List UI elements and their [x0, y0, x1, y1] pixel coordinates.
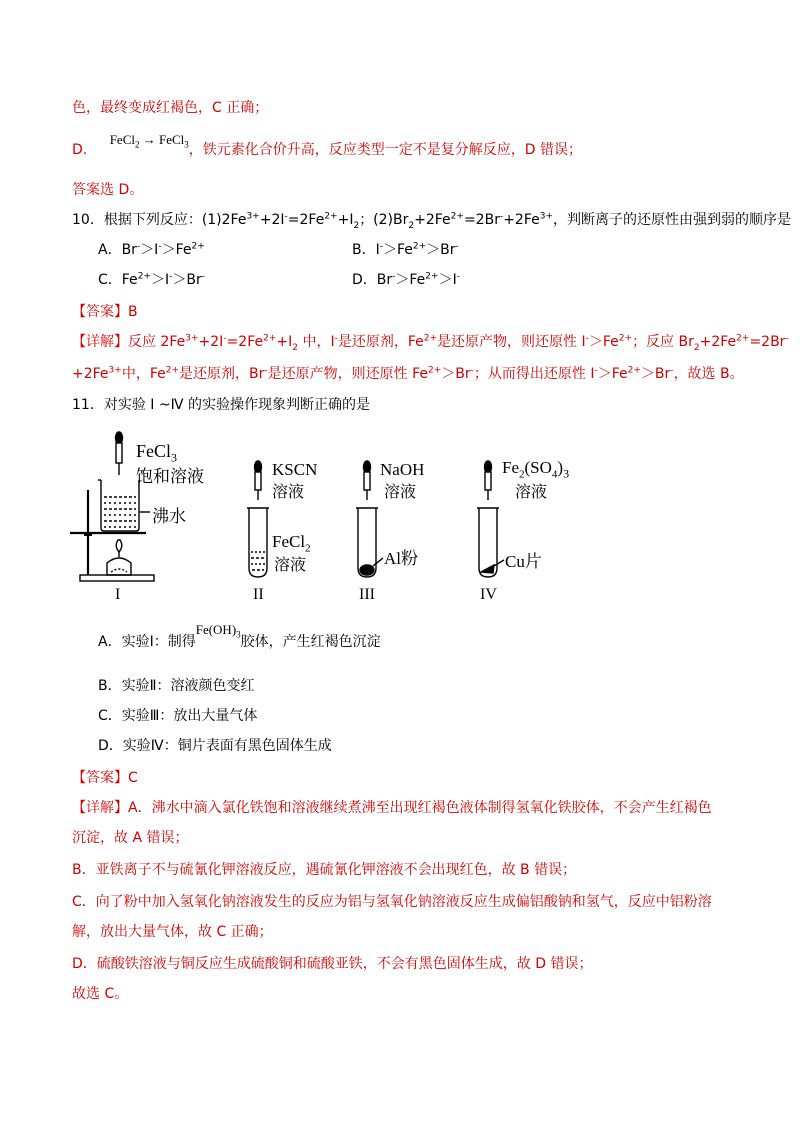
- label-kscn: KSCN: [272, 460, 318, 479]
- label-fecl2: FeCl$_2$: [272, 532, 311, 555]
- detail-10-line1: 【详解】反应 $2Fe^{3+}+2I^-=2Fe^{2+}+I_2$ 中，I-是还原剂，$Fe^{2+}$是还原产物，则还原性 $I^->Fe^{2+}$；反应 $Br_2+2Fe^{2+}=2Br^-$: [72, 333, 789, 353]
- label-fecl3: FeCl$_3$: [136, 441, 178, 465]
- detail-11-line7: 故选 C。: [72, 986, 129, 1002]
- dropper-icon: [485, 461, 492, 500]
- option-a: A．实验Ⅰ：制得$Fe(OH)_3$胶体，产生红褐色沉淀: [98, 622, 381, 650]
- question-10-stem: 10．根据下列反应：$(1)2Fe^{3+}+2I^-=2Fe^{2+}+I_2$；$(2)Br_2+2Fe^{2+}=2Br^-+2Fe^{3+}$，判断离子的还原性由强到弱的顺序是: [72, 211, 792, 231]
- stand-icon: [80, 490, 154, 581]
- test-tube-icon: [247, 508, 269, 577]
- label-cu-piece: Cu片: [505, 552, 542, 571]
- answer-11: 【答案】C: [72, 770, 138, 786]
- answer-d: 答案选 D。: [72, 182, 144, 198]
- label-experiment-i: I: [115, 586, 121, 603]
- detail-11-line5: 解，放出大量气体，故 C 正确；: [72, 924, 273, 940]
- option-prefix: D.: [72, 142, 88, 158]
- detail-11-line3: B．亚铁离子不与硫氰化钾溶液反应，遇硫氰化钾溶液不会出现红色，故 B 错误；: [72, 862, 577, 878]
- test-tube-icon: [477, 508, 504, 577]
- detail-11-line6: D．硫酸铁溶液与铜反应生成硫酸铜和硫酸亚铁，不会有黑色固体生成，故 D 错误；: [72, 956, 593, 972]
- test-tube-icon: [356, 508, 383, 577]
- detail-11-line1: 【详解】A．沸水中滴入氯化铁饱和溶液继续煮沸至出现红褐色液体制得氢氧化铁胶体，不会产生红褐色: [72, 800, 712, 816]
- answer-10: 【答案】B: [72, 304, 138, 320]
- label-saturated-solution: 饱和溶液: [136, 467, 204, 487]
- option-c: C．$Fe^{2+}>I^->Br^-$: [98, 271, 205, 288]
- option-b: B．$I^->Fe^{2+}>Br^-$: [352, 241, 459, 258]
- alcohol-lamp-icon: [107, 540, 131, 575]
- dropper-icon: [116, 432, 123, 475]
- label-experiment-iii: III: [359, 586, 375, 603]
- label-experiment-ii: II: [253, 586, 264, 603]
- explanation-line-d: D. FeCl$_2$ → FeCl$_3$，铁元素化合价升高，反应类型一定不是复分解反应，D 错误；: [72, 132, 583, 158]
- label-experiment-iv: IV: [480, 586, 497, 603]
- formula-fecl2-to-fecl3: FeCl$_2$ → FeCl$_3$: [109, 132, 189, 150]
- label-solution: 溶液: [272, 482, 305, 501]
- beaker-icon: [98, 480, 150, 531]
- detail-11-line2: 沉淀，故 A 错误；: [72, 830, 189, 846]
- explanation-line: 色，最终变成红褐色，C 正确；: [72, 100, 269, 116]
- question-11-stem: 11．对实验 Ⅰ ~Ⅳ 的实验操作现象判断正确的是: [72, 397, 370, 413]
- dropper-icon: [364, 461, 371, 500]
- label-naoh: NaOH: [380, 460, 425, 479]
- option-b: B．实验Ⅱ：溶液颜色变红: [98, 678, 255, 694]
- dropper-icon: [255, 461, 262, 500]
- label-solution: 溶液: [384, 482, 417, 501]
- option-d: D．实验Ⅳ：铜片表面有黑色固体生成: [98, 738, 332, 754]
- label-boiling-water: 沸水: [152, 507, 186, 527]
- option-c: C．实验Ⅲ：放出大量气体: [98, 708, 258, 724]
- label-solution: 溶液: [515, 482, 548, 501]
- option-a: A．$Br^->I^->Fe^{2+}$: [98, 241, 205, 258]
- detail-10-line2: $+2Fe^{3+}$中，$Fe^{2+}$是还原剂，Br-是还原产物，则还原性 $Fe^{2+}>Br^-$；从而得出还原性 $I^->Fe^{2+}>Br^-$，故选 B。: [72, 365, 744, 382]
- detail-11-line4: C．向了粉中加入氢氧化钠溶液发生的反应为铝与氢氧化钠溶液反应生成偏铝酸钠和氢气，反应中铝粉溶: [72, 894, 712, 910]
- label-solution: 溶液: [274, 555, 307, 574]
- label-al-powder: Al粉: [384, 549, 418, 568]
- option-d: D．$Br^->Fe^{2+}>I^-$: [352, 271, 460, 288]
- label-fe2so43: $Fe_2(SO_4)_3$: [502, 458, 570, 481]
